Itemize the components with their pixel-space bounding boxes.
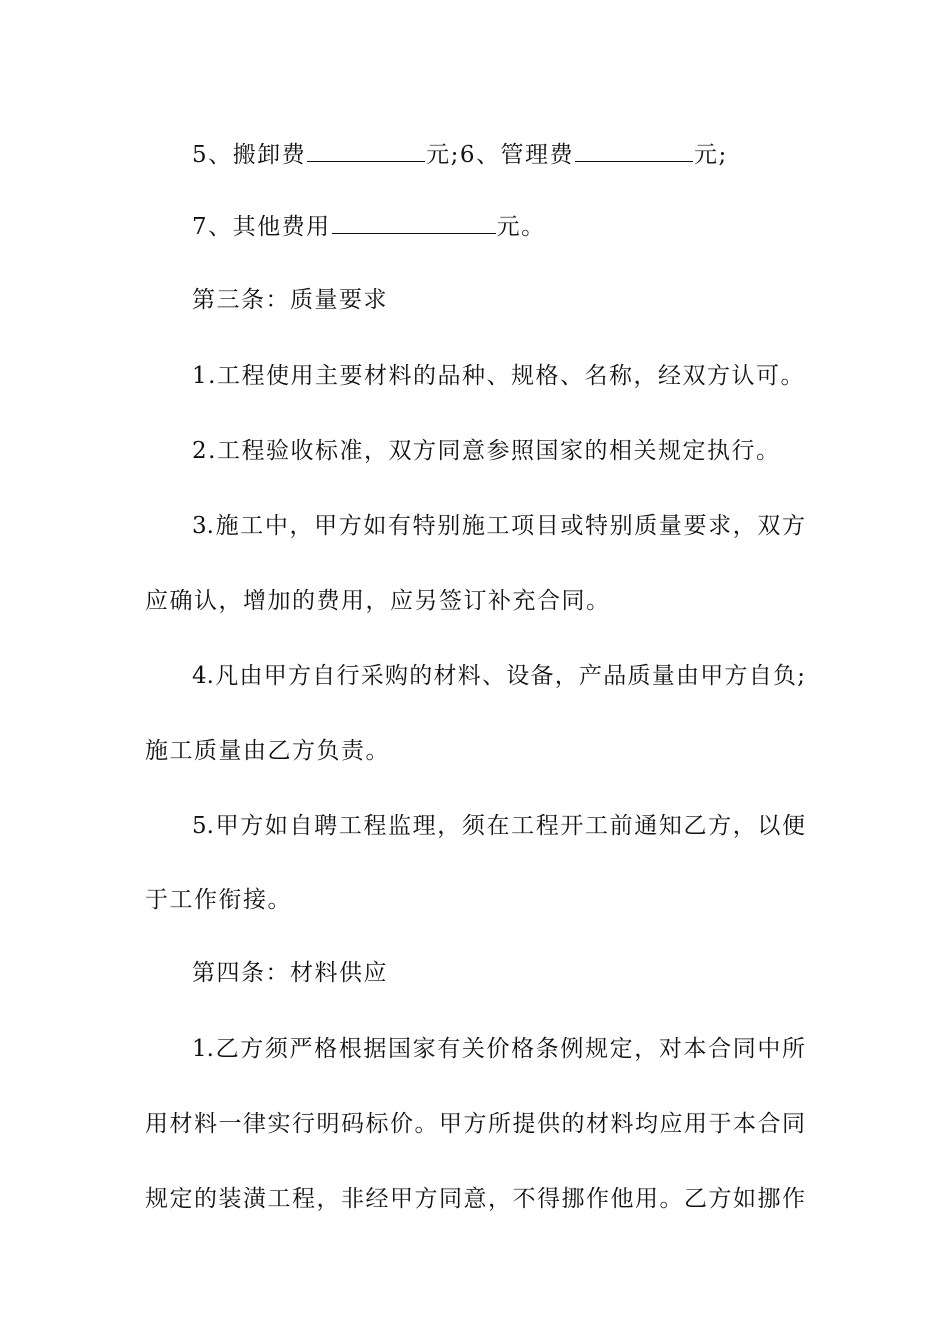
article-4-item-1-line-3: 规定的装潢工程，非经甲方同意，不得挪作他用。乙方如挪作 bbox=[145, 1186, 805, 1212]
management-fee-blank[interactable] bbox=[575, 139, 693, 162]
article-3-item-5-line-2: 于工作衔接。 bbox=[145, 887, 292, 913]
article-3-item-1: 1.工程使用主要材料的品种、规格、名称，经双方认可。 bbox=[192, 363, 805, 389]
management-fee-label: 元;6、管理费 bbox=[426, 142, 575, 168]
fee-line-other bbox=[192, 211, 805, 242]
article-4-title: 第四条：材料供应 bbox=[192, 960, 388, 986]
handling-fee-label: 5、搬卸费 bbox=[192, 142, 307, 168]
fee-line-b-end: 元。 bbox=[496, 214, 546, 240]
article-3-title: 第三条：质量要求 bbox=[192, 287, 388, 313]
article-3-item-5-line-1: 5.甲方如自聘工程监理，须在工程开工前通知乙方，以便 bbox=[192, 813, 805, 839]
article-3-item-4-line-2: 施工质量由乙方负责。 bbox=[145, 738, 390, 764]
handling-fee-blank[interactable] bbox=[307, 139, 425, 162]
article-3-item-3-line-1: 3.施工中，甲方如有特别施工项目或特别质量要求，双方 bbox=[192, 513, 805, 539]
article-3-item-2: 2.工程验收标准，双方同意参照国家的相关规定执行。 bbox=[192, 438, 781, 464]
fee-line-handling-management bbox=[192, 139, 805, 170]
other-fee-blank[interactable] bbox=[332, 211, 496, 234]
article-3-item-3-line-2: 应确认，增加的费用，应另签订补充合同。 bbox=[145, 588, 611, 614]
article-4-item-1-line-1: 1.乙方须严格根据国家有关价格条例规定，对本合同中所 bbox=[192, 1036, 805, 1062]
fee-line-a-end: 元; bbox=[694, 142, 728, 168]
article-3-item-4-line-1: 4.凡由甲方自行采购的材料、设备，产品质量由甲方自负; bbox=[192, 663, 805, 689]
article-4-item-1-line-2: 用材料一律实行明码标价。甲方所提供的材料均应用于本合同 bbox=[145, 1111, 805, 1137]
other-fee-label: 7、其他费用 bbox=[192, 214, 331, 240]
